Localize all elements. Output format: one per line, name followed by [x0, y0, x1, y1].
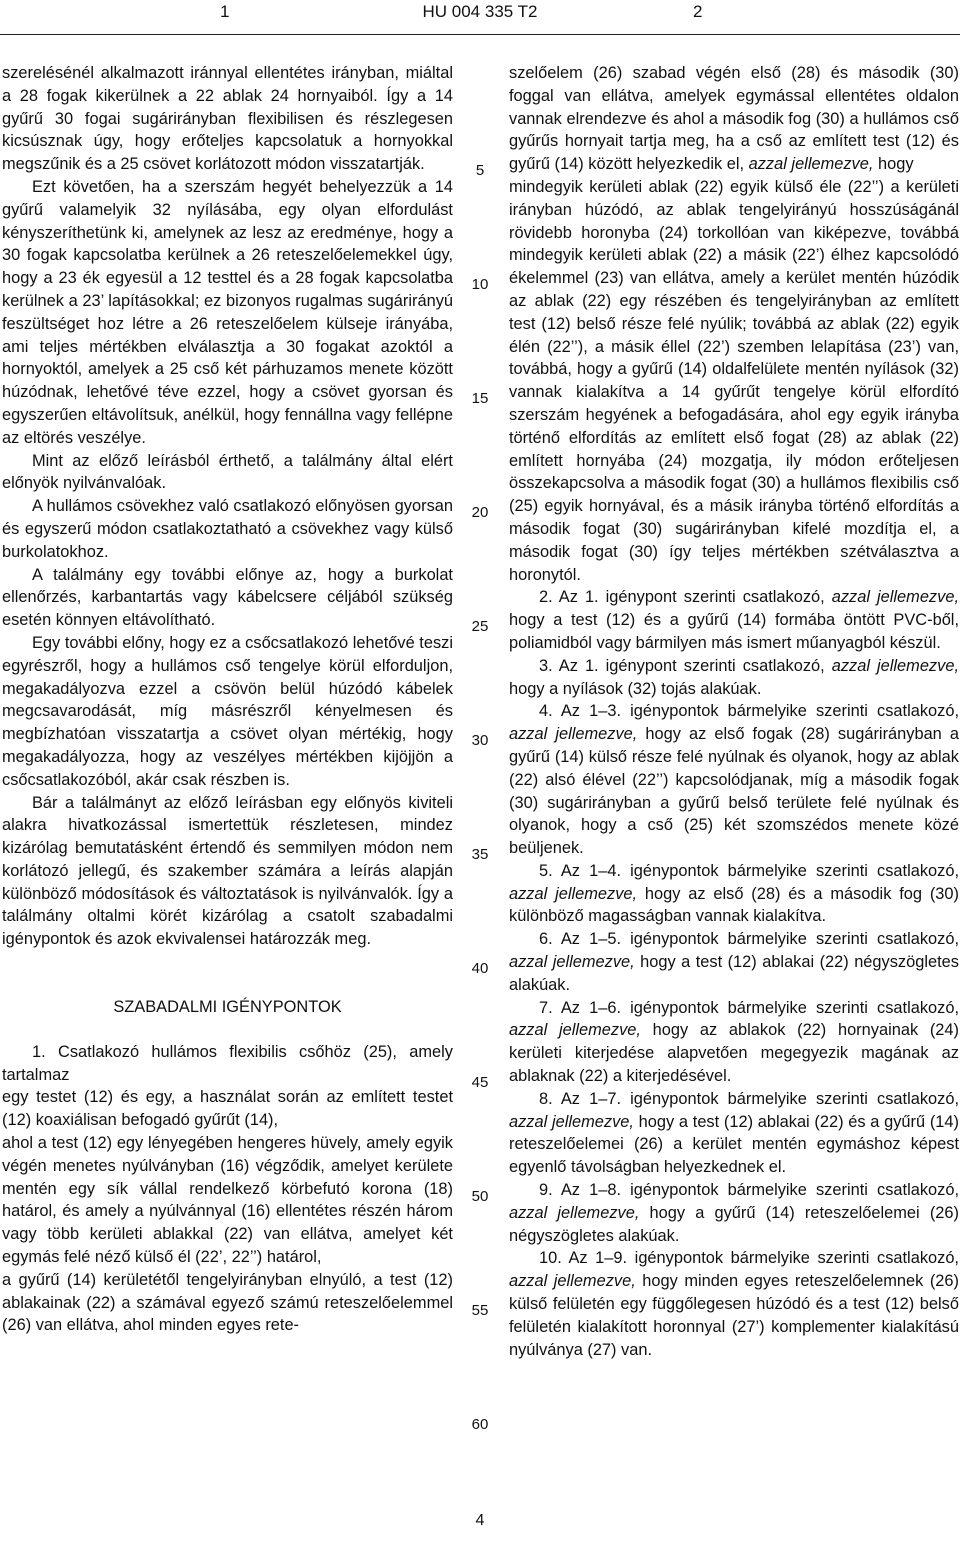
text-run: 6. Az 1–5. igénypontok bármelyike szerinti csatlakozó,	[539, 930, 959, 949]
paragraph: A hullámos csövekhez való csatlakozó előnyösen gyorsan és egyszerű módon csatlakoztatható a csövekhez vagy külső burkolatokhoz.	[2, 497, 453, 561]
text-run: 5. Az 1–4. igénypontok bármelyike szerinti csatlakozó,	[539, 861, 959, 880]
claim-paragraph	[509, 1088, 959, 1179]
left-page-number: 1	[220, 2, 230, 21]
text-run: 4. Az 1–3. igénypontok bármelyike szerinti csatlakozó,	[539, 702, 959, 721]
document-number: HU 004 335 T2	[422, 2, 538, 21]
emphasis-text: azzal jellemezve,	[509, 1112, 634, 1131]
right-page-number: 2	[693, 2, 703, 21]
footer-page-number: 4	[475, 1512, 485, 1529]
paragraph: Egy további előny, hogy ez a csőcsatlakozó lehetővé teszi egyrészről, hogy a hullámos cső tengelye körül elforduljon, megakadályozva ezzel a csövön belül húzódó kábelek megcsavarodását, míg másrészről kényelmesen és megbízhatóan visszatartja a csövet olyan mértékig, hogy megakadályozza, hogy az veszélyes mértékben kijöjjön a csőcsatlakozóból, akár csak részben is.	[2, 633, 453, 789]
paragraph: szerelésénél alkalmazott iránnyal ellentétes irányban, miáltal a 28 fogak kikerülnek a 22 ablak 24 hornyaiból. Így a 14 gyűrű 30 fogai sugárirányban flexibilisen és részlegesen kicsúsznak úgy, hogy erőteljes kapcsolatuk a hornyokkal megszűnik és a 25 csövet korlátozott módon visszatartják.	[2, 64, 453, 174]
text-run: 2. Az 1. igénypont szerinti csatlakozó,	[539, 588, 832, 607]
text-run: mindegyik kerületi ablak (22) egyik külső éle (22’’) a kerületi irányban húzódó, az ablak tengelyirányú hosszúságánál rövidebb horonyba (24) torkollóan van kiképezve, továbbá mindegyik kerületi ablak (22) a másik (22’) élhez kapcsolódó ékelemmel (23) van ellátva, amely a kerület mentén húzódik az ablak (22) egy részében és tengelyirányban az említett test (12) belső része felé nyúlik; továbbá az ablak (22) egyik élén (22’’), a másik éllel (22’) szemben lelapítása (23’) van, továbbá, hogy a gyűrű (14) oldalfelülete mentén nyílások (32) vannak kialakítva a 14 gyűrűt tengelye körül elfordító szerszám hegyének a befogadására, ahol egy egyik irányba történő elfordítás az említett első fogat (28) az ablak (22) említett hornyába (24) mozgatja, ily módon erőteljesen összekapcsolva a második fogat (30) a hullámos flexibilis cső (25) egyik hornyával, és a másik irányba történő elfordítás a második fogat (30) sugárirányban kifelé mozdítja el, a második fogat (30) így teljes mértékben szétválasztva a horonytól.	[509, 177, 959, 584]
claim-paragraph	[509, 860, 959, 928]
text-run: 9. Az 1–8. igénypontok bármelyike szerinti csatlakozó,	[539, 1181, 959, 1200]
text-run: hogy az első fogak (28) sugárirányban a gyűrű (14) külső része felé nyúlnak és olyanok, hogy az ablak (22) alsó élével (22’’) kapcsolódjanak, míg a második fogak (30) sugárirányban a gyűrű belső területe felé nyúlnak és olyanok, hogy a cső (25) két szomszédos menete közé beüljenek.	[509, 725, 959, 858]
emphasis-text: azzal jellemezve,	[509, 884, 638, 903]
emphasis-text: azzal jellemezve,	[509, 1272, 636, 1291]
emphasis-text: azzal jellemezve,	[509, 1021, 641, 1040]
text-run: 10. Az 1–9. igénypontok bármelyike szerinti csatlakozó,	[539, 1249, 959, 1268]
emphasis-text: azzal jellemezve,	[509, 1203, 640, 1222]
text-run: hogy	[873, 155, 914, 174]
paragraph: egy testet (12) és egy, a használat során az említett testet (12) koaxiálisan befogadó gyűrűt (14),	[2, 1088, 453, 1130]
text-run: hogy az ablakok (22) hornyainak (24) kerületi kiterjedése alapvetően megegyezik magának az ablaknak (22) a kiterjedésével.	[509, 1021, 959, 1086]
line-number: 10	[471, 276, 489, 293]
line-number: 25	[471, 618, 489, 635]
claim-paragraph	[509, 700, 959, 860]
header-rule	[0, 34, 960, 35]
paragraph: Bár a találmányt az előző leírásban egy előnyös kiviteli alakra hivatkozással ismertettük részletesen, mindez kizárólag bemutatásként értendő és semmilyen módon nem korlátozó jellegű, és szakember számára a leírás alapján különböző módosítások és változtatások is nyilvánvalók. Így a találmány oltalmi körét kizárólag a csatolt szabadalmi igénypontok és azok ekvivalensei határozzák meg.	[2, 793, 453, 949]
line-number: 15	[471, 390, 489, 407]
line-number: 5	[475, 162, 485, 179]
paragraph: Mint az előző leírásból érthető, a találmány által elért előnyök nyilvánvalóak.	[2, 451, 453, 493]
claim-paragraph	[509, 62, 959, 176]
claim-paragraph	[509, 1247, 959, 1361]
emphasis-text: azzal jellemezve,	[831, 656, 959, 675]
text-run: hogy a test (12) ablakai (22) négyszögletes alakúak.	[509, 953, 959, 994]
emphasis-text: azzal jellemezve,	[748, 155, 874, 174]
line-number: 35	[471, 846, 489, 863]
text-run: 3. Az 1. igénypont szerinti csatlakozó,	[539, 656, 832, 675]
emphasis-text: azzal jellemezve,	[509, 953, 635, 972]
line-number: 20	[471, 504, 489, 521]
line-number: 50	[471, 1188, 489, 1205]
line-number: 30	[471, 732, 489, 749]
text-run: 7. Az 1–6. igénypontok bármelyike szerinti csatlakozó,	[539, 998, 959, 1017]
paragraph: Ezt követően, ha a szerszám hegyét behelyezzük a 14 gyűrű valamelyik 32 nyílásába, egy olyan elfordulást kényszeríthetünk ki, amelynek az lesz az eredménye, hogy a 30 fogak kapcsolatba kerülnek a 26 reteszelőelemekkel úgy, hogy a 23 ék egyesül a 12 testtel és a 28 fogak kapcsolatba kerülnek a 23’ lapításokkal; ez bizonyos rugalmas sugárirányú feszültséget hoz létre a 26 reteszelőelem külseje irányába, ami teljes mértékben elválasztja a 30 fogakat azoktól a hornyoktól, amelyek a 25 cső két párhuzamos menete között húzódnak, lehetővé téve ezzel, hogy a csövet gyorsan és egyszerűen eltávolítsuk, anélkül, hogy fennállna vagy fellépne az eltörés veszélye.	[2, 177, 453, 447]
emphasis-text: azzal jellemezve,	[509, 725, 638, 744]
line-number: 45	[471, 1074, 489, 1091]
paragraph: A találmány egy további előnye az, hogy a burkolat ellenőrzés, karbantartás vagy kábelcsere céljából szükség esetén könnyen eltávolítható.	[2, 565, 453, 630]
claim-paragraph	[509, 655, 959, 701]
text-run: hogy a gyűrű (14) reteszelőelemei (26) négyszögletes alakúak.	[509, 1203, 959, 1245]
paragraph: 1. Csatlakozó hullámos flexibilis csőhöz (25), amely tartalmaz	[2, 1042, 453, 1084]
line-number: 60	[471, 1416, 489, 1433]
claim-paragraph	[509, 928, 959, 996]
claim-paragraph	[509, 586, 959, 654]
emphasis-text: azzal jellemezve,	[831, 588, 959, 607]
line-number: 55	[471, 1302, 489, 1319]
text-run: hogy az első (28) és a második fog (30) különböző magasságban vannak kialakítva.	[509, 884, 959, 926]
claim-paragraph	[509, 997, 959, 1088]
text-run: hogy minden egyes reteszelőelemnek (26) külső felületén egy függőlegesen húzódó és a test (12) belső felületén kialakított horonnyal (27’) komplementer kialakítású nyúlványa (27) van.	[509, 1272, 959, 1359]
left-text-column	[2, 62, 453, 1337]
line-number: 40	[471, 960, 489, 977]
claim-paragraph	[509, 176, 959, 586]
section-heading: SZABADALMI IGÉNYPONTOK	[113, 998, 342, 1017]
claim-paragraph	[509, 1179, 959, 1247]
text-run: hogy a nyílások (32) tojás alakúak.	[509, 679, 762, 698]
right-text-column	[509, 62, 959, 1361]
paragraph: ahol a test (12) egy lényegében hengeres hüvely, amely egyik végén menetes nyúlványban (16) végződik, amelyet kerülete mentén egy sík vállal rendelkező körbefutó korona (18) határol, és amely a nyúlvánnyal (16) ellentétes részén három vagy több kerületi ablakkal (22) van ellátva, amelyet két egymás felé néző külső él (22’, 22’’) határol,	[2, 1134, 453, 1267]
paragraph: a gyűrű (14) kerületétől tengelyirányban elnyúló, a test (12) ablakainak (22) a számával egyező számú reteszelőelemmel (26) van ellátva, ahol minden egyes rete-	[2, 1270, 453, 1335]
text-run: szelőelem (26) szabad végén első (28) és második (30) foggal van ellátva, amelyek egymással ellentétes oldalon vannak elrendezve és ahol a második fog (30) a hullámos cső gyűrűs hornyait tartja meg, ha a cső az említett test (12) és gyűrű (14) között helyezkedik el,	[509, 64, 959, 174]
text-run: 8. Az 1–7. igénypontok bármelyike szerinti csatlakozó,	[539, 1089, 959, 1108]
text-run: hogy a test (12) és a gyűrű (14) formába öntött PVC-ből, poliamidból vagy bármilyen más ismert műanyagból készül.	[509, 611, 959, 652]
text-run: hogy a test (12) ablakai (22) és a gyűrű (14) reteszelőelemei (26) a kerület mentén egymáshoz képest egyenlő távolságban helyezkednek el.	[509, 1112, 959, 1177]
